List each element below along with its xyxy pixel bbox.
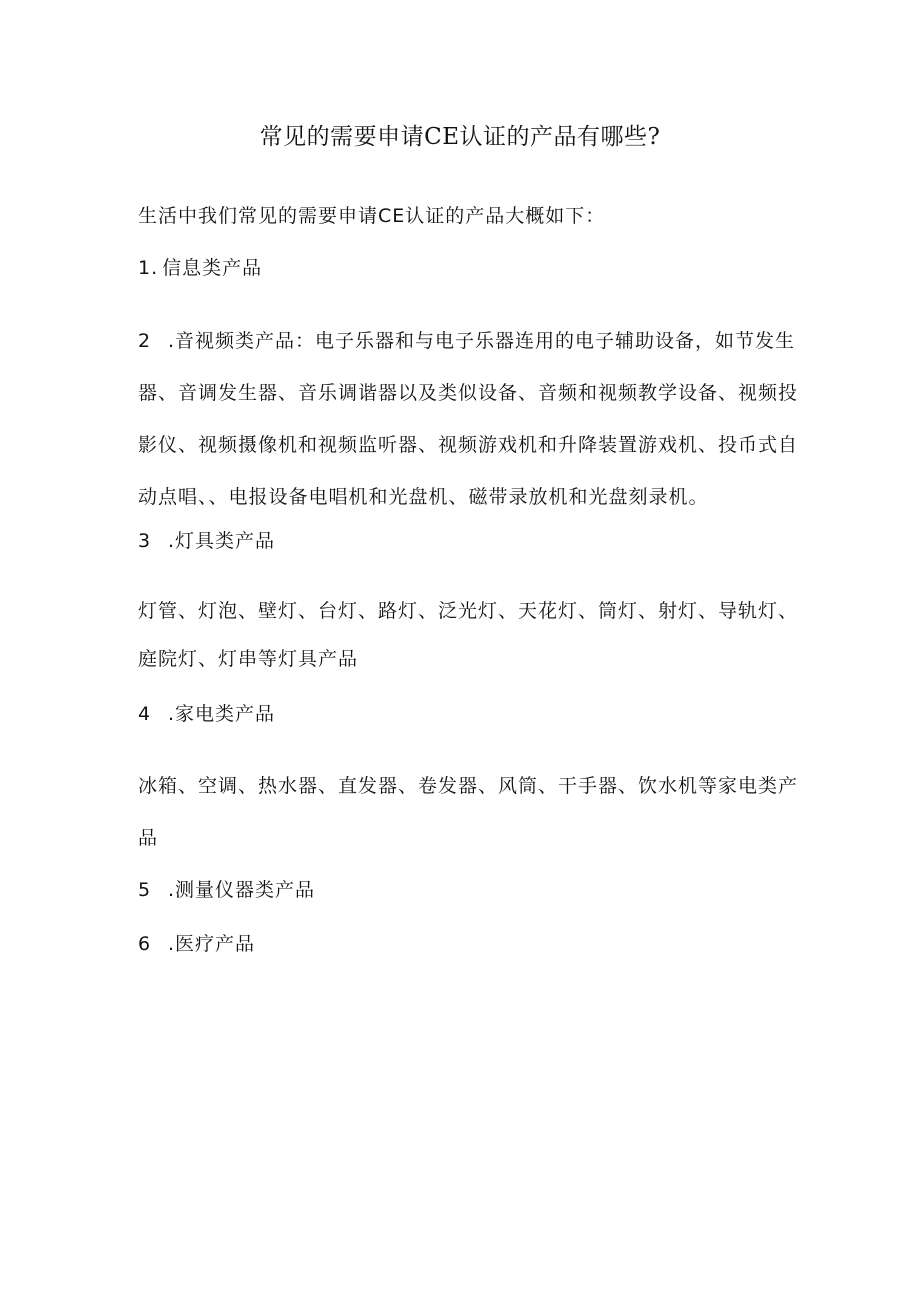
- list-item-4-detail: 冰箱、空调、热水器、直发器、卷发器、风筒、干手器、饮水机等家电类产品: [138, 775, 799, 849]
- list-item-1-number: 1.: [138, 257, 159, 279]
- list-item-6-label: .医疗产品: [168, 933, 256, 955]
- list-item-4: [138, 688, 798, 740]
- list-item-1: [138, 242, 798, 294]
- list-item-6: [138, 918, 798, 970]
- list-item-1-label: 信息类产品: [162, 257, 263, 279]
- intro-paragraph: 生活中我们常见的需要申请CE认证的产品大概如下：: [138, 205, 606, 227]
- list-item-3-number: 3: [138, 530, 152, 552]
- list-item-3-label: .灯具类产品: [168, 530, 276, 552]
- list-item-5: [138, 864, 798, 916]
- list-item-6-number: 6: [138, 933, 152, 955]
- list-item-3: [138, 515, 798, 567]
- list-item-2: [138, 315, 798, 523]
- list-item-4-number: 4: [138, 703, 152, 725]
- list-item-2-label: .音视频类产品：电子乐器和与电子乐器连用的电子辅助设备，如节发生器、音调发生器、音乐调谐器以及类似设备、音频和视频教学设备、视频投影仪、视频摄像机和视频监听器、视频游戏机和升降装置游戏机、投币式自动点唱、、电报设备电唱机和光盘机、磁带录放机和光盘刻录机。: [138, 330, 799, 508]
- list-item-4-label: .家电类产品: [168, 703, 276, 725]
- list-item-2-number: 2: [138, 330, 152, 352]
- document-title: 常见的需要申请CE认证的产品有哪些?: [259, 124, 661, 150]
- list-item-5-number: 5: [138, 879, 152, 901]
- list-item-5-label: .测量仪器类产品: [168, 879, 316, 901]
- list-item-3-detail: 灯管、灯泡、壁灯、台灯、路灯、泛光灯、天花灯、筒灯、射灯、导轨灯、庭院灯、灯串等灯具产品: [138, 600, 799, 670]
